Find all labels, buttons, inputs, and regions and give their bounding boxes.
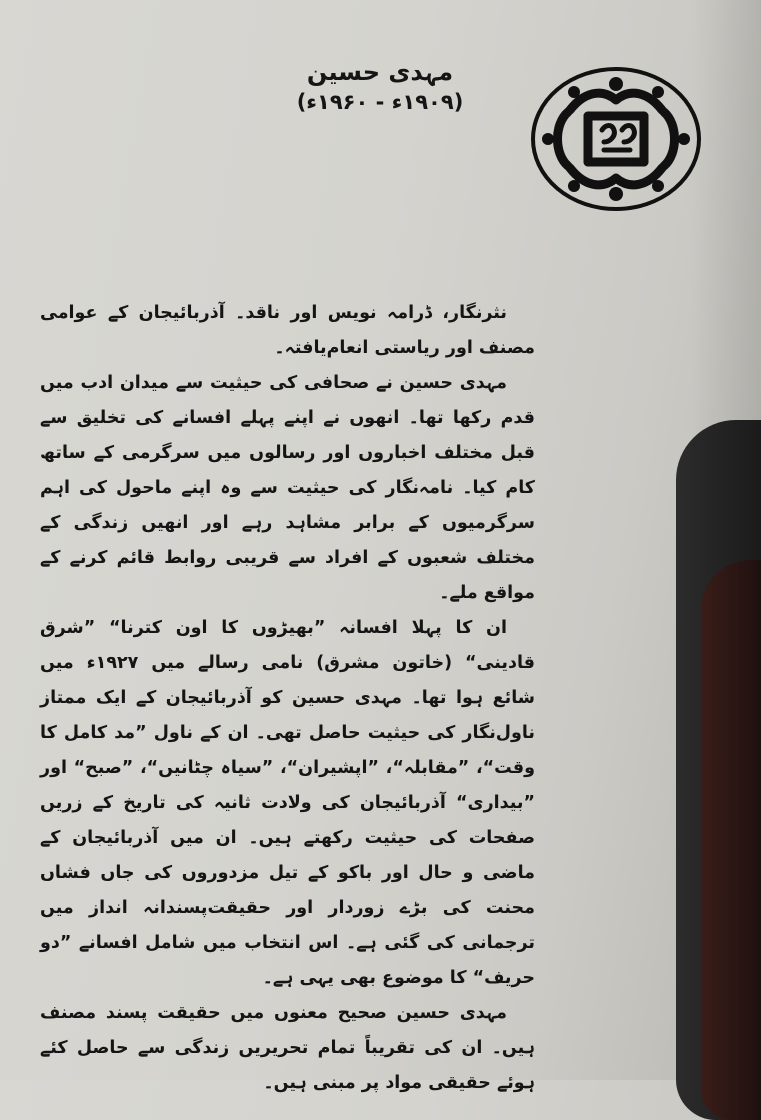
chapter-header bbox=[230, 58, 530, 114]
paragraph-works: ان کا پہلا افسانہ ”بھیڑوں کا اون کترنا“ ”شرق قادینی“ (خاتون مشرق) نامی رسالے میں ۱۹۲۷ء میں شائع ہوا تھا۔ مہدی حسین کو آذربائیجان کے ایک ممتاز ناول‌نگار کی حیثیت حاصل تھی۔ ان کے ناول ”مد کامل کا وقت“، ”مقابلہ“، ”اپشیران“، ”سیاہ چٹانیں“، ”صبح“ اور ”بیداری“ آذربائیجان کی ولادت ثانیہ کی تاریخ کے زریں صفحات کی حیثیت رکھتے ہیں۔ ان میں آذربائیجان کے ماضی و حال اور باکو کے تیل مزدوروں کی جاں فشاں محنت کی بڑے زوردار اور حقیقت‌پسندانہ انداز میں ترجمانی کی گئی ہے۔ اس انتخاب میں شامل افسانے ”دو حریف“ کا موضوع بھی یہی ہے۔ bbox=[40, 618, 535, 988]
paragraph-journalism: مہدی حسین نے صحافی کی حیثیت سے میدان ادب میں قدم رکھا تھا۔ انھوں نے اپنے پہلے افسانے کی تخلیق سے قبل مختلف اخباروں اور رسالوں میں سرگرمی کے ساتھ کام کیا۔ نامہ‌نگار کی حیثیت سے وہ اپنے ماحول کی اہم سرگرمیوں کے برابر مشاہد رہے اور انھیں زندگی کے مختلف شعبوں کے افراد سے قریبی روابط قائم کرنے کے مواقع ملے۔ bbox=[40, 373, 535, 603]
author-years: (۱۹۰۹ء - ۱۹۶۰ء) bbox=[296, 90, 464, 114]
paragraph-realism: مہدی حسین صحیح معنوں میں حقیقت پسند مصنف ہیں۔ ان کی تقریباً تمام تحریریں زندگی سے حاصل کئے ہوئے حقیقی مواد پر مبنی ہیں۔ bbox=[40, 1003, 535, 1093]
body-text bbox=[40, 296, 535, 1101]
ornamental-emblem bbox=[530, 66, 702, 212]
author-name: مہدی حسین bbox=[306, 58, 454, 86]
finger-tip bbox=[701, 560, 761, 1120]
paragraph-intro: نثرنگار، ڈرامہ نویس اور ناقد۔ آذربائیجان کے عوامی مصنف اور ریاستی انعام‌یافتہ۔ bbox=[40, 303, 535, 358]
